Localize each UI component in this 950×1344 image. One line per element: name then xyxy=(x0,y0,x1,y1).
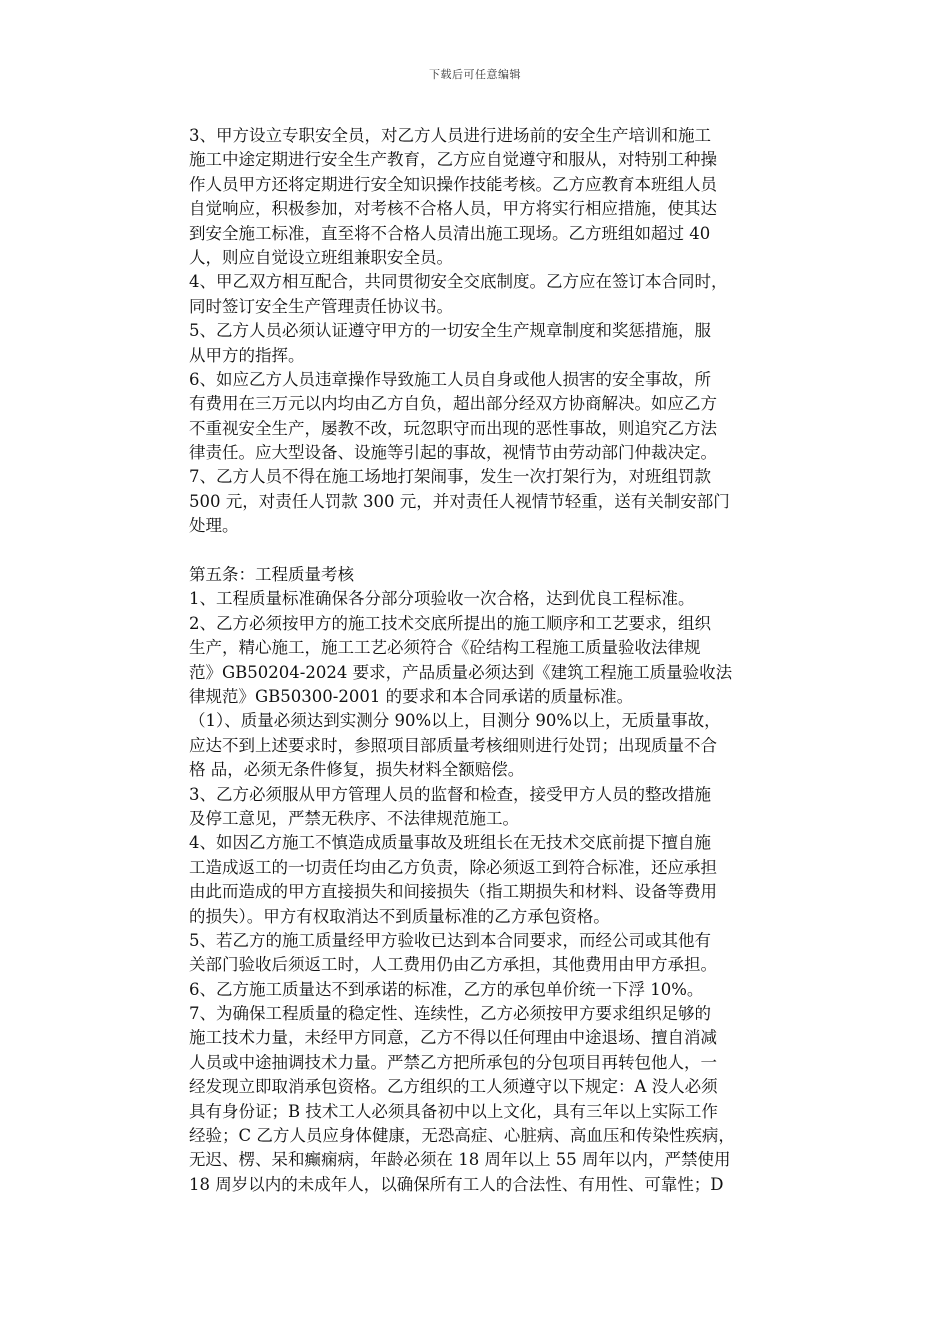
text-line: 自觉响应，积极参加，对考核不合格人员，甲方将实行相应措施，使其达 xyxy=(189,199,717,219)
text-line: 范》GB50204-2024 要求，产品质量必须达到《建筑工程施工质量验收法 xyxy=(189,662,733,682)
quality-assessment-section xyxy=(189,563,807,1197)
text-line: 5、若乙方的施工质量经甲方验收已达到本合同要求，而经公司或其他有 xyxy=(189,930,711,950)
text-line: 工造成返工的一切责任均由乙方负责，除必须返工到符合标准，还应承担 xyxy=(189,857,717,877)
text-line: 7、乙方人员不得在施工场地打架闹事，发生一次打架行为，对班组罚款 xyxy=(189,467,711,487)
text-line: 应达不到上述要求时，参照项目部质量考核细则进行处罚；出现质量不合 xyxy=(189,735,717,755)
text-line: 到安全施工标准，直至将不合格人员清出施工现场。乙方班组如超过 40 xyxy=(189,223,711,243)
text-line: 格 品，必须无条件修复，损失材料全额赔偿。 xyxy=(189,760,525,780)
text-line: 经验；C 乙方人员应身体健康，无恐高症、心脏病、高血压和传染性疾病， xyxy=(189,1126,735,1146)
text-line: 3、甲方设立专职安全员，对乙方人员进行进场前的安全生产培训和施工 xyxy=(189,126,711,145)
text-line: 500 元，对责任人罚款 300 元，并对责任人视情节轻重，送有关制安部门 xyxy=(189,491,730,511)
text-line: 4、甲乙双方相互配合，共同贯彻安全交底制度。乙方应在签订本合同时， xyxy=(189,272,728,292)
text-line: 无迟、楞、呆和癫痫病，年龄必须在 18 周年以上 55 周年以内，严禁使用 xyxy=(189,1150,731,1170)
text-line: 5、乙方人员必须认证遵守甲方的一切安全生产规章制度和奖惩措施，服 xyxy=(189,321,711,341)
text-line: 同时签订安全生产管理责任协议书。 xyxy=(189,296,453,316)
text-line: 人，则应自觉设立班组兼职安全员。 xyxy=(189,247,453,267)
text-line: 3、乙方必须服从甲方管理人员的监督和检查，接受甲方人员的整改措施 xyxy=(189,784,711,804)
text-line: 有费用在三万元以内均由乙方自负，超出部分经双方协商解决。如应乙方 xyxy=(189,394,717,414)
text-line: 经发现立即取消承包资格。乙方组织的工人须遵守以下规定：A 没人必须 xyxy=(189,1077,718,1097)
text-line: 施工中途定期进行安全生产教育，乙方应自觉遵守和服从，对特别工种操 xyxy=(189,150,717,170)
text-line: 生产，精心施工，施工工艺必须符合《砼结构工程施工质量验收法律规 xyxy=(189,638,701,658)
text-line: 处理。 xyxy=(189,516,239,536)
text-line: 第五条：工程质量考核 xyxy=(189,565,354,585)
text-line: 6、如应乙方人员违章操作导致施工人员自身或他人损害的安全事故，所 xyxy=(189,369,711,389)
safety-clauses-section xyxy=(189,124,807,539)
text-line: 不重视安全生产，屡教不改，玩忽职守而出现的恶性事故，则追究乙方法 xyxy=(189,418,717,438)
text-line: 由此而造成的甲方直接损失和间接损失（指工期损失和材料、设备等费用 xyxy=(189,882,717,902)
paragraph-gap xyxy=(189,539,807,563)
text-line: 4、如因乙方施工不慎造成质量事故及班组长在无技术交底前提下擅自施 xyxy=(189,833,711,853)
text-line: 1、工程质量标准确保各分部分项验收一次合格，达到优良工程标准。 xyxy=(189,589,695,609)
text-line: 律责任。应大型设备、设施等引起的事故，视情节由劳动部门仲裁决定。 xyxy=(189,443,717,463)
text-line: 7、为确保工程质量的稳定性、连续性，乙方必须按甲方要求组织足够的 xyxy=(189,1004,711,1024)
text-line: 2、乙方必须按甲方的施工技术交底所提出的施工顺序和工艺要求，组织 xyxy=(189,613,711,633)
text-line: 具有身份证；B 技术工人必须具备初中以上文化，具有三年以上实际工作 xyxy=(189,1101,718,1121)
text-line: 作人员甲方还将定期进行安全知识操作技能考核。乙方应教育本班组人员 xyxy=(189,174,717,194)
text-line: 从甲方的指挥。 xyxy=(189,345,305,365)
text-line: 的损失）。甲方有权取消达不到质量标准的乙方承包资格。 xyxy=(189,906,610,926)
text-line: 施工技术力量，未经甲方同意，乙方不得以任何理由中途退场、擅自消减 xyxy=(189,1028,717,1048)
text-line: 人员或中途抽调技术力量。严禁乙方把所承包的分包项目再转包他人，一 xyxy=(189,1052,717,1072)
text-line: 18 周岁以内的未成年人，以确保所有工人的合法性、有用性、可靠性；D xyxy=(189,1174,724,1194)
text-line: 关部门验收后须返工时，人工费用仍由乙方承担，其他费用由甲方承担。 xyxy=(189,955,717,975)
text-line: 6、乙方施工质量达不到承诺的标准，乙方的承包单价统一下浮 10%。 xyxy=(189,979,704,999)
document-body xyxy=(189,124,807,1197)
text-line: （1）、质量必须达到实测分 90%以上，目测分 90%以上，无质量事故， xyxy=(189,711,721,731)
text-line: 及停工意见，严禁无秩序、不法律规范施工。 xyxy=(189,808,519,828)
page-header: 下载后可任意编辑 xyxy=(429,68,521,81)
text-line: 律规范》GB50300-2001 的要求和本合同承诺的质量标准。 xyxy=(189,686,634,706)
